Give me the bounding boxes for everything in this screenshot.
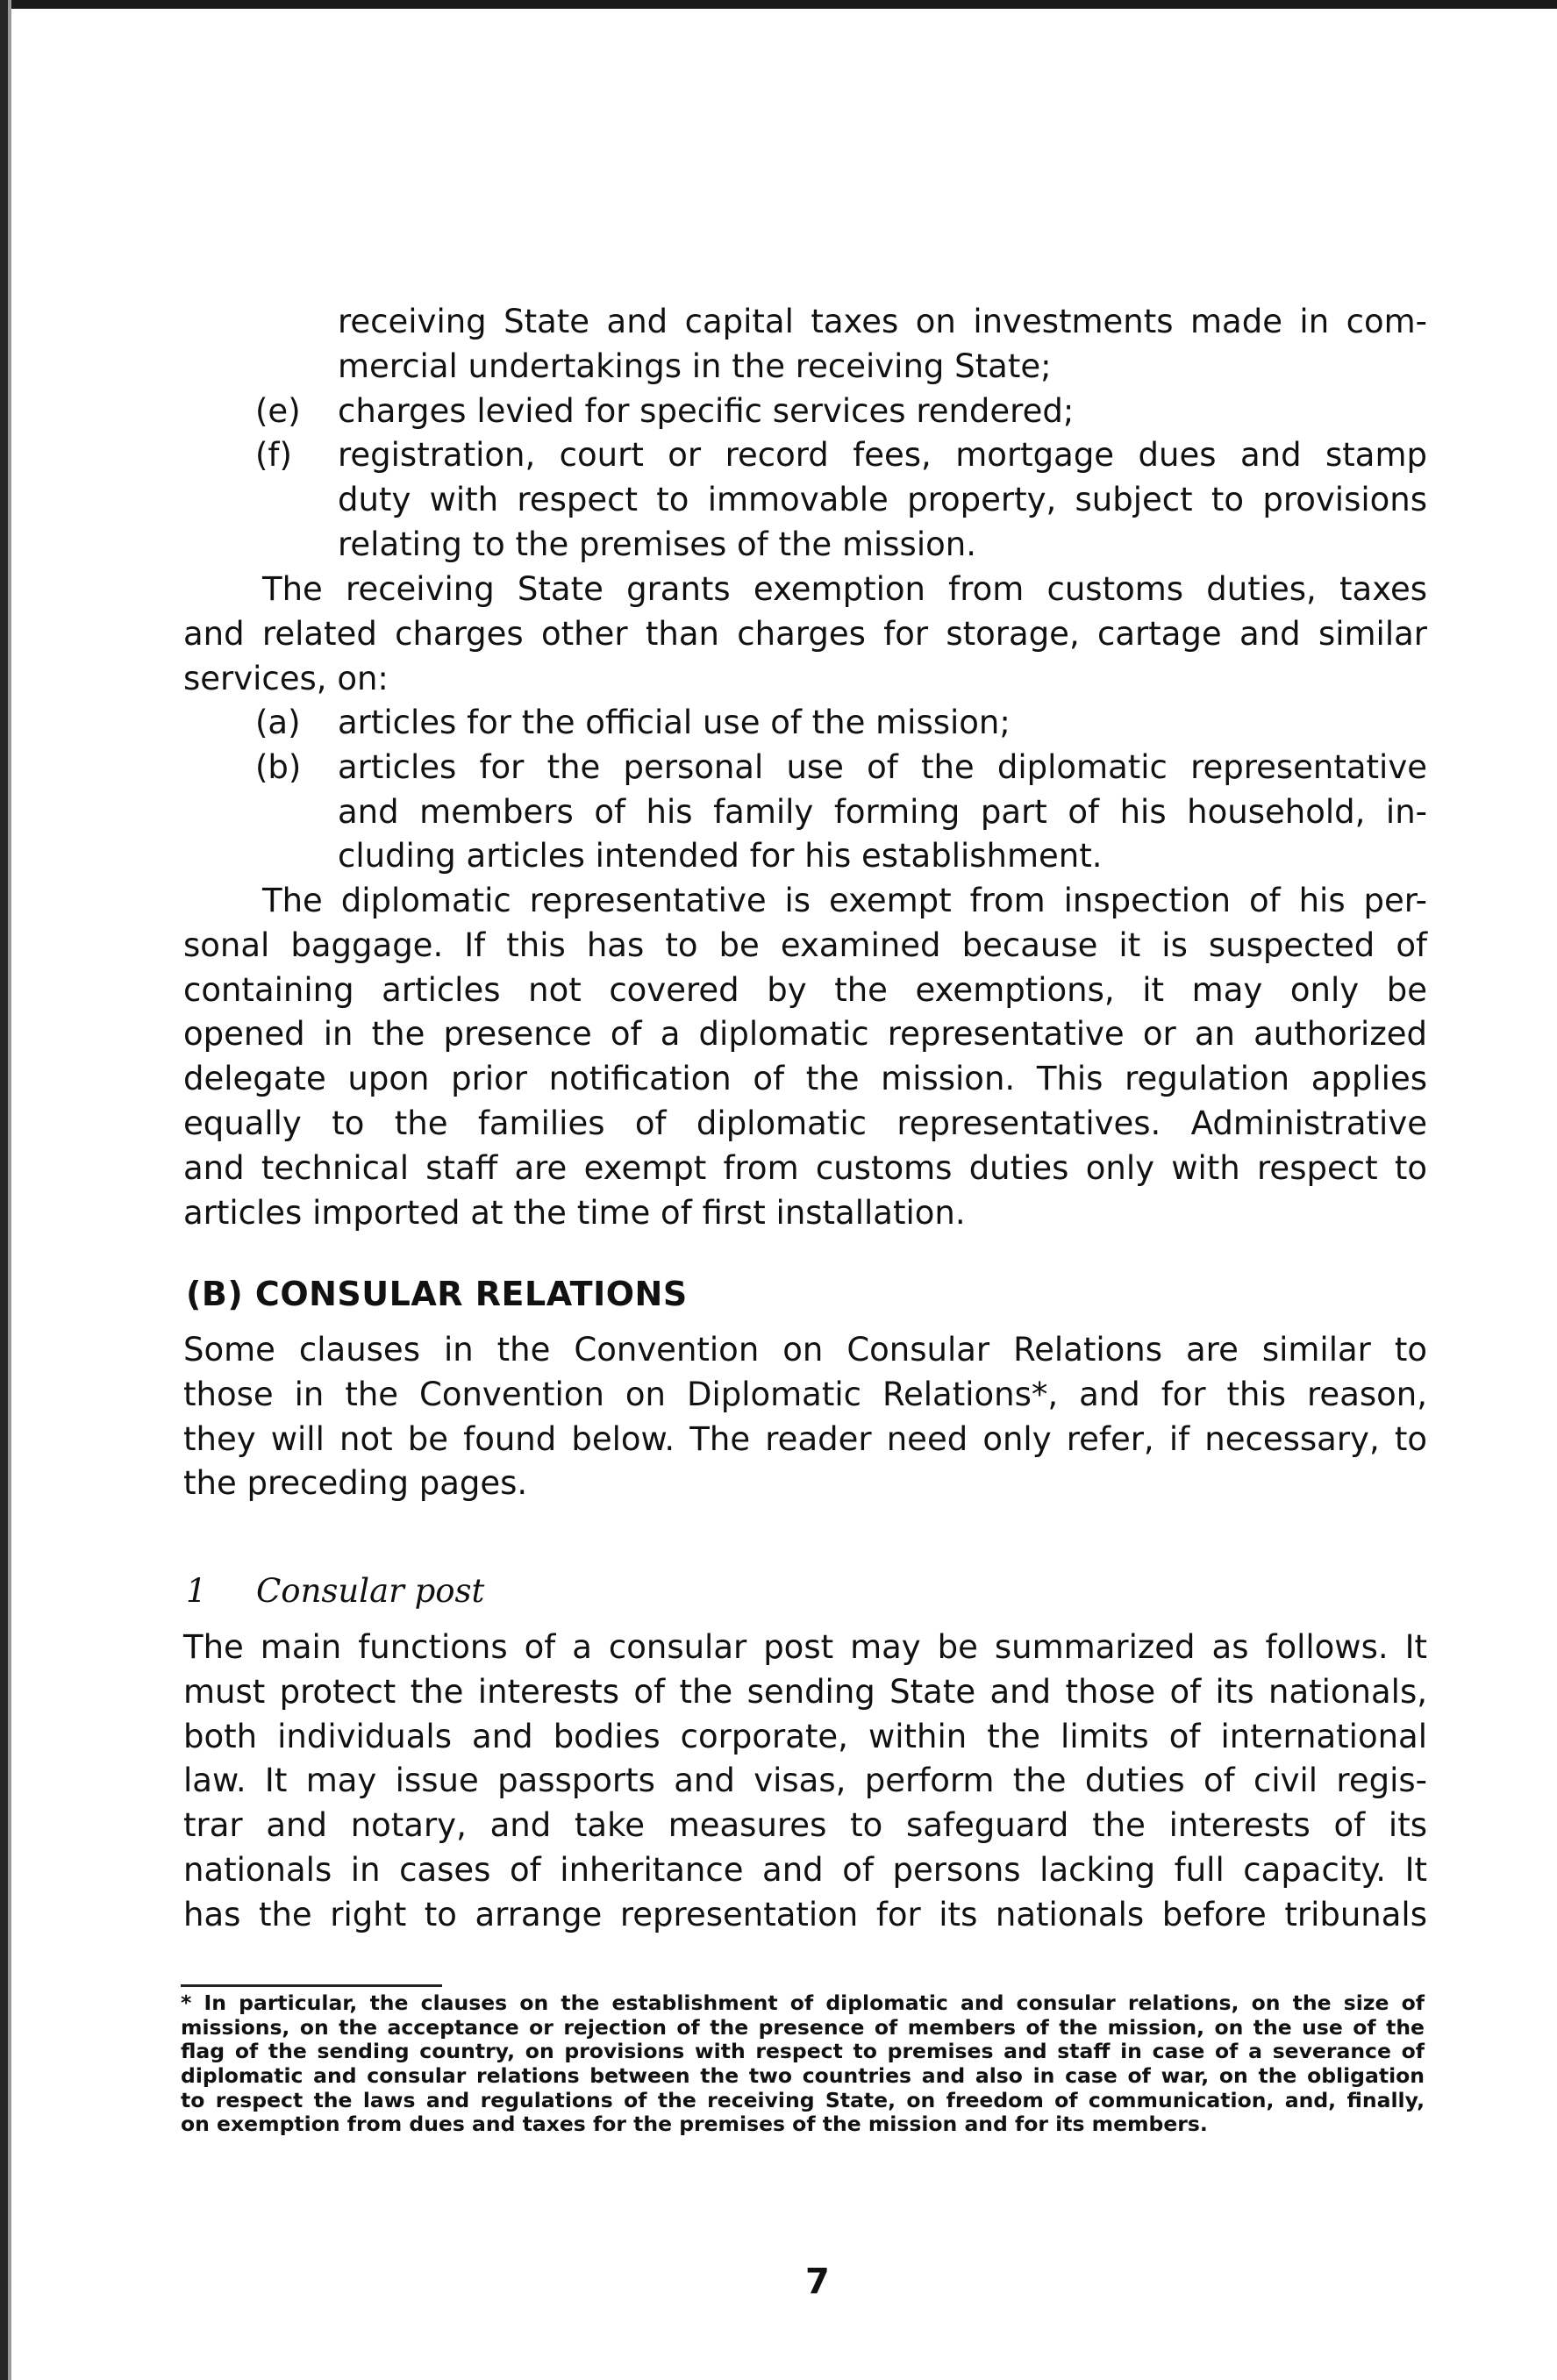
page-number: 7 [805,2262,830,2302]
text-line: must protect the interests of the sending State and those of its nationals, [183,1672,1427,1711]
text-line: nationals in cases of inheritance and of persons lacking full capacity. It [183,1850,1427,1889]
list-label: (b) [255,747,302,786]
text-line: The main functions of a consular post may be summarized as follows. It [183,1628,1427,1666]
footnote-line: flag of the sending country, on provisions with respect to premises and staff in case of a severance of [181,2039,1425,2064]
list-item-e [183,390,1427,434]
footnote-line: on exemption from dues and taxes for the premises of the mission and for its members. [181,2112,1208,2137]
text-line: The receiving State grants exemption from customs duties, taxes [262,570,1427,608]
text-line: duty with respect to immovable property, subject to provisions [338,481,1427,519]
footnote-line: to respect the laws and regulations of the receiving State, on freedom of communication, and, finally, [181,2087,1425,2112]
footnote [181,1991,1425,2137]
text-line: equally to the families of diplomatic representatives. Administrative [183,1104,1427,1142]
list-label: (e) [255,391,301,430]
list-label: (f) [255,436,292,475]
text-line: The diplomatic representative is exempt from inspection of his per- [262,882,1427,919]
text-line: receiving State and capital taxes on investments made in com- [338,303,1427,340]
text-line: mercial undertakings in the receiving State; [338,347,1052,385]
paragraph-consular-intro [183,1328,1427,1506]
continued-list-block [183,300,1427,568]
text-line: delegate upon prior notification of the mission. This regulation applies [183,1060,1427,1098]
text-line: they will not be found below. The reader need only refer, if necessary, to [183,1419,1427,1458]
list-item-b [183,746,1427,790]
text-line: and technical staff are exempt from customs duties only with respect to [183,1148,1427,1187]
footnote-line: missions, on the acceptance or rejection of the presence of members of the mission, on the use of the [181,2014,1425,2040]
list-text: charges levied for specific services rendered; [338,391,1075,430]
footnote-line: * In particular, the clauses on the establishment of diplomatic and consular relations, on the size of [181,1990,1425,2015]
text-line: those in the Convention on Diplomatic Relations*, and for this reason, [183,1375,1427,1413]
footnote-line: diplomatic and consular relations between the two countries and also in case of war, on the obligation [181,2063,1425,2089]
scan-top-border [0,0,1557,9]
paragraph-functions [183,1626,1427,1938]
list-text: articles for the personal use of the diplomatic representative [338,747,1427,786]
text-line: and members of his family forming part of his household, in- [338,792,1427,831]
list-text: registration, court or record fees, mortgage dues and stamp [338,436,1427,475]
section-heading: (B) CONSULAR RELATIONS [186,1275,688,1313]
text-line: law. It may issue passports and visas, perform the duties of civil regis- [183,1762,1427,1800]
text-line: cluding articles intended for his establishment. [338,837,1103,876]
text-line: both individuals and bodies corporate, within the limits of international [183,1717,1427,1755]
list-label: (a) [255,704,301,741]
text-line: Some clauses in the Convention on Consular Relations are similar to [183,1331,1427,1369]
sub-heading [186,1572,484,1610]
footnote-rule [181,1984,442,1987]
text-line: services, on: [183,659,389,697]
text-line: relating to the premises of the mission. [338,525,976,563]
text-line: containing articles not covered by the exemptions, it may only be [183,970,1427,1009]
list-item-f [183,433,1427,478]
paragraph-customs [183,568,1427,701]
list-articles [183,701,1427,879]
text-line: articles imported at the time of first installation. [183,1193,966,1232]
list-text: articles for the official use of the mission; [338,704,1011,741]
sub-heading-number: 1 [186,1572,207,1610]
text-line: the preceding pages. [183,1464,528,1503]
text-line: has the right to arrange representation for its nationals before tribunals [183,1895,1427,1933]
text-line: trar and notary, and take measures to safeguard the interests of its [183,1806,1427,1845]
text-line: and related charges other than charges for storage, cartage and similar [183,614,1427,653]
scan-left-shade [8,0,11,2380]
text-line: sonal baggage. If this has to be examined because it is suspected of [183,926,1427,964]
paragraph-baggage [183,879,1427,1235]
list-item-a [183,701,1427,746]
text-line: opened in the presence of a diplomatic representative or an authorized [183,1015,1427,1054]
sub-heading-title: Consular post [256,1572,485,1610]
scan-left-border [0,0,8,2380]
